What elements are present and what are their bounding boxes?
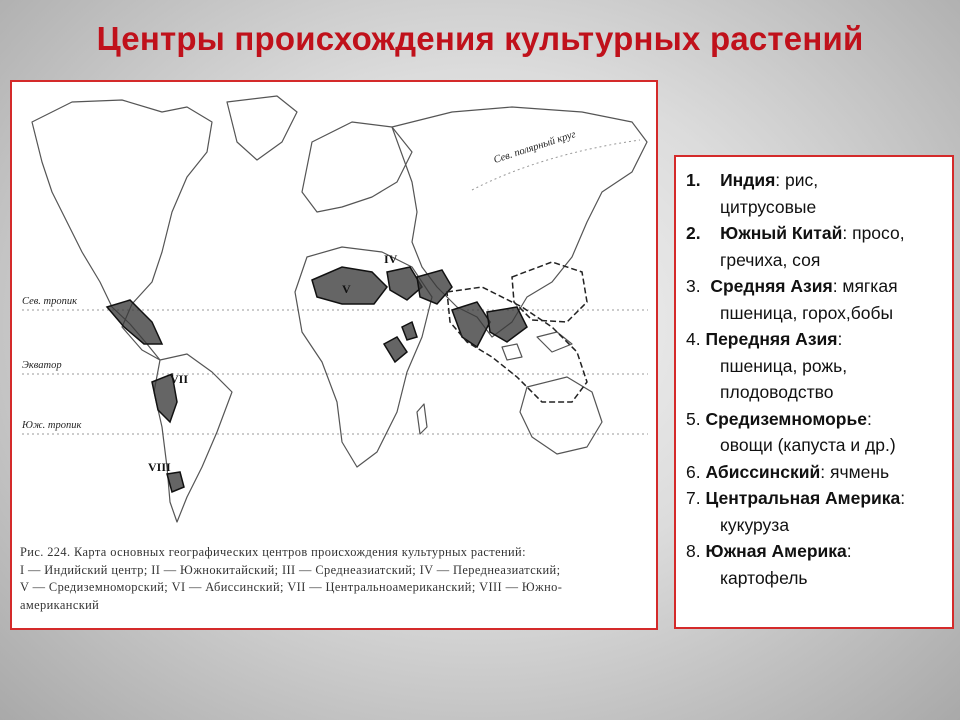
- legend-num: 5.: [686, 408, 701, 429]
- legend-item: [686, 167, 944, 220]
- legend-num: 4.: [686, 329, 701, 349]
- label-equator: Экватор: [22, 360, 62, 371]
- east-asia-region: [512, 262, 587, 322]
- legend-item: [686, 220, 944, 273]
- legend-num: 1.: [686, 170, 701, 190]
- legend-crops: :: [866, 408, 872, 429]
- center-1-india: [452, 302, 490, 347]
- legend-list: [674, 155, 954, 629]
- legend-item: [686, 459, 944, 486]
- legend-crops: :: [846, 541, 852, 561]
- legend-item: [686, 485, 944, 538]
- legend-num: 2.: [686, 223, 701, 243]
- legend-center-name: Южный Китай: [720, 223, 843, 243]
- legend-num: 8.: [686, 541, 701, 561]
- label-arctic-circle: Сев. полярный круг: [492, 129, 578, 166]
- map-caption: [20, 544, 652, 614]
- legend-crops-cont: пшеница, рожь,: [720, 355, 848, 376]
- legend-crops-cont: пшеница, горох,бобы: [720, 302, 894, 323]
- center-numeral-iv: IV: [384, 252, 398, 266]
- center-6-abyssinian-2: [402, 322, 417, 340]
- legend-crops: : мягкая: [832, 276, 898, 296]
- center-numeral-vii: VII: [170, 372, 189, 386]
- legend-crops: : просо,: [842, 223, 905, 243]
- greenland-outline: [227, 96, 297, 160]
- center-6-abyssinian: [384, 337, 407, 362]
- label-tropic-north: Сев. тропик: [22, 296, 78, 307]
- legend-item: [686, 406, 944, 459]
- legend-num: 6.: [686, 461, 701, 482]
- legend-center-name: Южная Америка: [705, 541, 847, 561]
- legend-center-name: Центральная Америка: [705, 488, 901, 508]
- legend-crops-cont: картофель: [720, 567, 808, 588]
- legend-crops-cont: цитрусовые: [720, 196, 817, 217]
- label-tropic-south: Юж. тропик: [22, 420, 82, 431]
- map-figure: [10, 80, 658, 630]
- caption-line-4: американский: [20, 597, 100, 612]
- australia-outline: [520, 377, 602, 454]
- caption-line-1: Рис. 224. Карта основных географических центров происхождения культурных растений:: [20, 545, 526, 559]
- slide-title: Центры происхождения культурных растений: [96, 20, 864, 57]
- legend-crops: :: [837, 329, 843, 349]
- legend-crops-cont: овощи (капуста и др.): [720, 435, 896, 455]
- legend-item: [686, 273, 944, 326]
- legend-crops-cont: кукуруза: [720, 514, 790, 535]
- center-4-near-east: [387, 267, 422, 300]
- legend-center-name: Индия: [720, 170, 776, 190]
- legend-crops: :: [900, 488, 906, 508]
- caption-line-2: I — Индийский центр; II — Южнокитайский; III — Среднеазиатский; IV — Переднеазиатский;: [20, 562, 561, 577]
- center-3-central-asia: [417, 270, 452, 304]
- caption-line-3: V — Средиземноморский; VI — Абиссинский; VII — Центральноамериканский; VIII — Южно-: [20, 580, 563, 594]
- center-8-south-america-chiloe: [167, 472, 184, 492]
- legend-crops-cont: гречиха, соя: [720, 249, 821, 270]
- legend-center-name: Средиземноморье: [705, 408, 867, 429]
- center-numeral-v: V: [342, 282, 351, 296]
- legend-crops: : ячмень: [820, 461, 890, 482]
- legend-item: [686, 326, 944, 406]
- legend-crops-cont: плодоводство: [720, 382, 834, 402]
- legend-center-name: Абиссинский: [705, 461, 821, 482]
- legend-center-name: Передняя Азия: [705, 329, 838, 349]
- legend-num: 3.: [686, 276, 701, 296]
- legend-num: 7.: [686, 488, 701, 508]
- legend-center-name: Средняя Азия: [710, 276, 833, 296]
- legend-crops: : рис,: [775, 170, 819, 190]
- center-7-central-america: [107, 300, 162, 344]
- legend-item: [686, 538, 944, 591]
- center-numeral-viii: VIII: [148, 460, 171, 474]
